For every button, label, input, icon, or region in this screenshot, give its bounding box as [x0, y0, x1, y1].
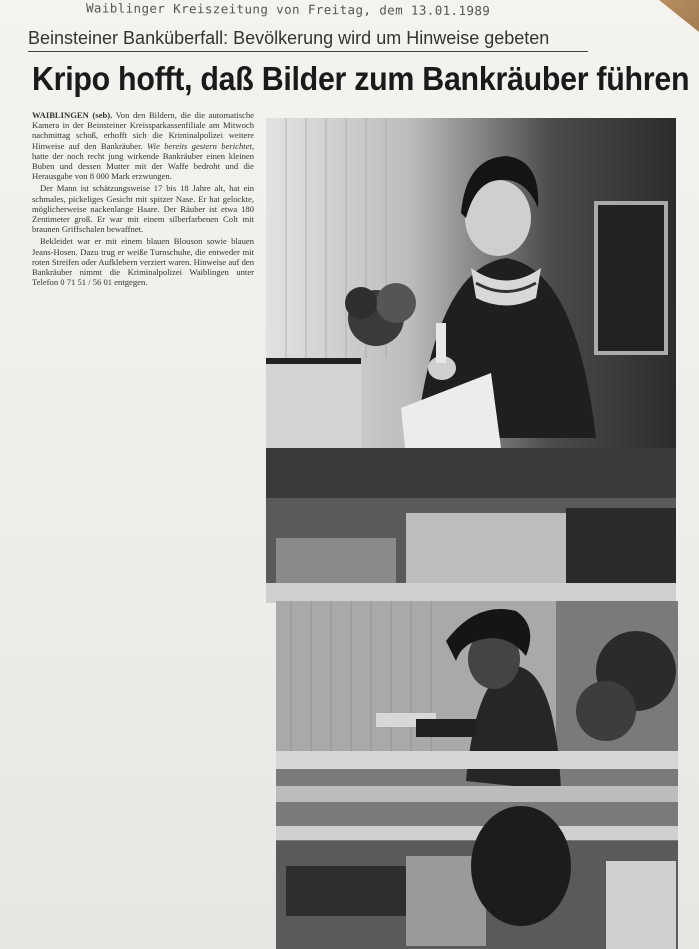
dateline: WAIBLINGEN (seb).	[32, 110, 113, 120]
surveillance-photo-robber-with-gun-icon	[276, 601, 678, 949]
article-headline: Kripo hofft, daß Bilder zum Bankräuber führen	[32, 60, 690, 97]
paragraph-1-italic: Wie bereits gestern berichtet	[147, 140, 252, 151]
article-body	[32, 110, 254, 289]
surveillance-photo-robber-at-counter-icon	[266, 118, 676, 603]
article-paragraph-2: Der Mann ist schätzungsweise 17 bis 18 Jahre alt, hat ein schmales, pickeliges Gesicht mit spitzer Nase. Er hat gelockte, möglicherweise nackenlange Haare. Der Räuber ist etwa 180 Zentimeter groß. Er war mit einem silberfarbenen Colt mit braunen Griffschalen bewaffnet.	[32, 183, 254, 235]
article-paragraph-1	[32, 110, 254, 181]
paragraph-1-text-a: Von den Bildern, die die automatische Kamera in der Beinsteiner Kreissparkassenfiliale am Mitwoch nachmittag schoß, erhofft sich die Kriminalpolizei weitere Hinweise auf den Bankräuber.	[32, 110, 254, 151]
surveillance-photo-bottom	[276, 601, 678, 949]
article-kicker: Beinsteiner Banküberfall: Bevölkerung wird um Hinweise gebeten	[28, 28, 588, 52]
paragraph-1-text-b: , hatte der noch recht jung wirkende Bankräuber einen kleinen Buben und dessen Mutter mit der Waffe bedroht und die Herausgabe von 8 000 Mark erzwungen.	[32, 140, 254, 182]
article-paragraph-3: Bekleidet war er mit einem blauen Blouson sowie blauen Jeans-Hosen. Dazu trug er weiße Turnschuhe, die entweder mit roten Streifen oder Aufklebern verziert waren. Hinweise auf den Bankräuber nimmt die Kriminalpolizei Waiblingen unter Telefon 0 71 51 / 56 01 entgegen.	[32, 236, 254, 288]
surveillance-photo-top	[266, 118, 676, 603]
typed-source-line: Waiblinger Kreiszeitung von Freitag, dem 13.01.1989	[85, 0, 491, 19]
